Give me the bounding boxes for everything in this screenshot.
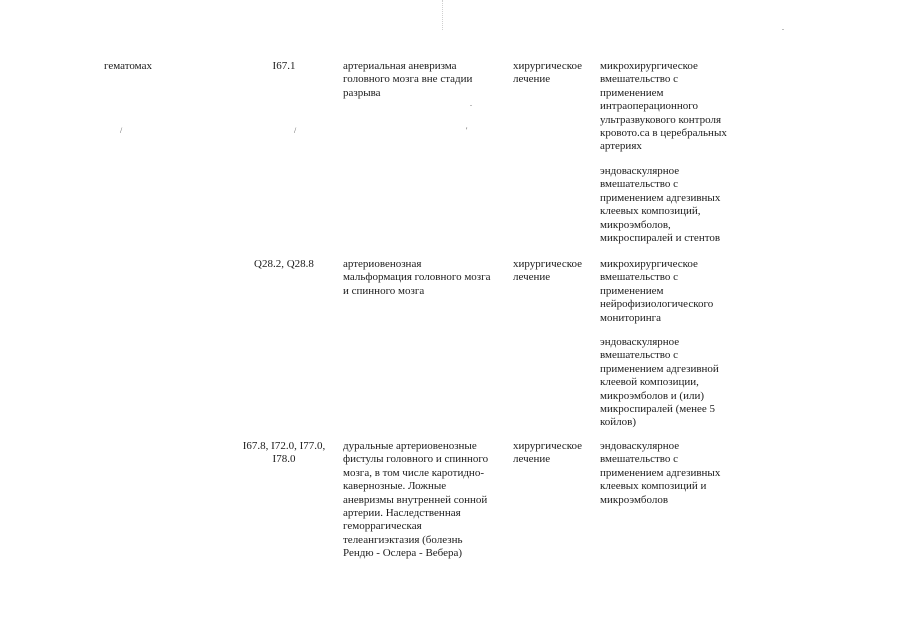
treatment-method-cell: эндоваскулярное вмешательство с применением адгезивных клеевых композиций, микроэмболов, микроспиралей и стентов	[600, 165, 721, 245]
icd-code-cell: I67.1	[272, 60, 296, 72]
scan-speck: /	[120, 126, 123, 135]
continued-cell-text: гематомах	[104, 60, 152, 72]
scan-speck: '	[466, 126, 468, 135]
diagnosis-cell: артериальная аневризма головного мозга вне стадии разрыва	[343, 60, 473, 99]
scan-speck: /	[294, 126, 297, 135]
treatment-method-cell: эндоваскулярное вмешательство с применением адгезивной клеевой композиции, микроэмболов и (или) микроспиралей (менее 5 койлов)	[600, 336, 719, 429]
treatment-type-cell: хирургическое лечение	[513, 440, 583, 466]
treatment-type-cell: хирургическое лечение	[513, 258, 583, 284]
icd-code-cell: Q28.2, Q28.8	[254, 258, 314, 270]
treatment-method-cell: микрохирургическое вмешательство с применением нейрофизиологического мониторинга	[600, 258, 714, 324]
scan-speck: .	[470, 99, 472, 108]
treatment-type-cell: хирургическое лечение	[513, 60, 583, 86]
scan-fold-crease	[442, 0, 443, 30]
treatment-method-cell: эндоваскулярное вмешательство с применением адгезивных клеевых композиций и микроэмболов	[600, 440, 721, 506]
scan-speck: .	[782, 23, 784, 32]
diagnosis-cell: дуральные артериовенозные фистулы головного и спинного мозга, в том числе каротидно- кавернозные. Ложные аневризмы внутренней сонной артерии. Наследственная геморрагическая телеангиэктазия (болезнь Рендю - Ослера - Вебера)	[343, 440, 489, 560]
treatment-method-cell: микрохирургическое вмешательство с применением интраоперационного ультразвукового контроля кровото.са в церебральных артериях	[600, 60, 727, 153]
diagnosis-cell: артериовенозная мальформация головного мозга и спинного мозга	[343, 258, 491, 297]
icd-code-cell: I67.8, I72.0, I77.0, I78.0	[242, 440, 326, 466]
